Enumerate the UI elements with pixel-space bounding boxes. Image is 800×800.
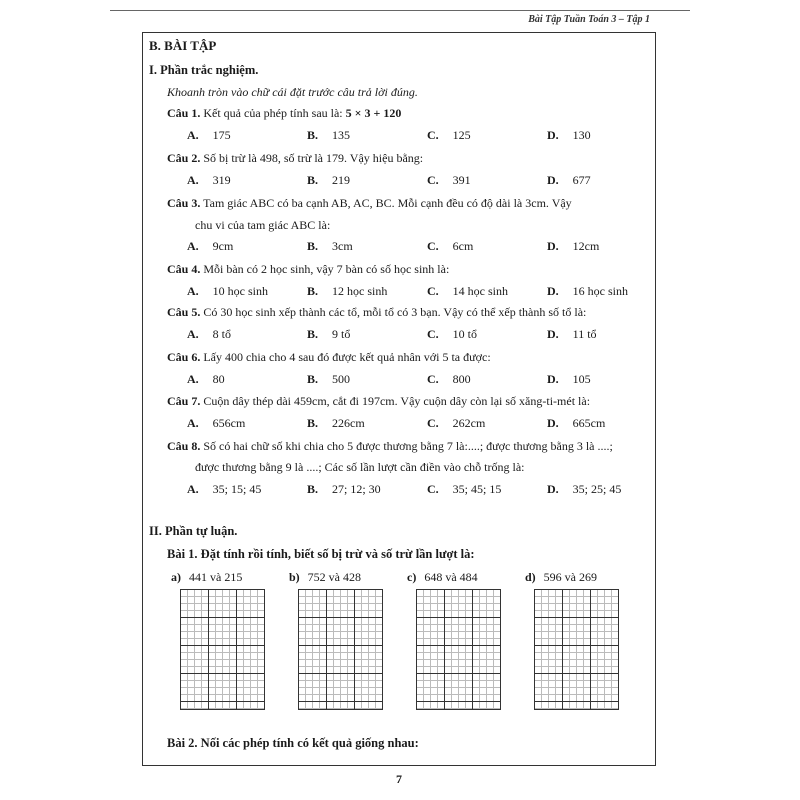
item-text: 596 và 269 <box>543 570 597 584</box>
answer-grid-a[interactable] <box>180 589 265 710</box>
option-b[interactable] <box>307 173 350 188</box>
option-d[interactable] <box>547 173 591 188</box>
question-3-continuation: chu vi của tam giác ABC là: <box>195 218 331 232</box>
option-d[interactable] <box>547 372 591 387</box>
option-a[interactable] <box>187 173 231 188</box>
option-text: 665cm <box>572 416 606 430</box>
option-c[interactable] <box>427 173 471 188</box>
exercise-2-title: Bài 2. Nối các phép tính có kết quả giống nhau: <box>167 736 419 750</box>
options-6 <box>187 372 657 386</box>
option-text: 12cm <box>572 239 600 253</box>
option-text: 12 học sinh <box>332 284 388 298</box>
option-letter: B. <box>307 482 319 496</box>
option-text: 800 <box>452 372 471 386</box>
exercise-1-item-d <box>525 570 597 585</box>
option-letter: A. <box>187 128 199 142</box>
option-text: 3cm <box>332 239 353 253</box>
options-3 <box>187 239 657 253</box>
option-text: 10 học sinh <box>212 284 269 298</box>
question-text: Kết quả của phép tính sau là: <box>203 106 346 120</box>
options-7 <box>187 416 657 430</box>
option-a[interactable] <box>187 239 233 254</box>
option-text: 14 học sinh <box>452 284 509 298</box>
option-text: 35; 25; 45 <box>572 482 622 496</box>
part2-title: II. Phần tự luận. <box>149 524 238 538</box>
option-letter: C. <box>427 173 439 187</box>
option-text: 391 <box>452 173 471 187</box>
option-letter: D. <box>547 239 559 253</box>
option-text: 35; 45; 15 <box>452 482 502 496</box>
option-letter: C. <box>427 327 439 341</box>
option-text: 130 <box>572 128 591 142</box>
option-d[interactable] <box>547 239 599 254</box>
exercise-1-item-a <box>171 570 242 585</box>
question-3 <box>167 196 572 210</box>
question-label: Câu 1. <box>167 106 201 120</box>
option-c[interactable] <box>427 128 471 143</box>
option-letter: C. <box>427 416 439 430</box>
options-5 <box>187 327 657 341</box>
option-text: 8 tổ <box>212 327 232 341</box>
option-d[interactable] <box>547 416 605 431</box>
option-b[interactable] <box>307 239 353 254</box>
option-letter: D. <box>547 327 559 341</box>
question-label: Câu 4. <box>167 262 201 276</box>
option-text: 16 học sinh <box>572 284 629 298</box>
option-text: 226cm <box>332 416 365 430</box>
option-d[interactable] <box>547 284 628 299</box>
option-text: 9 tổ <box>332 327 351 341</box>
option-c[interactable] <box>427 482 501 497</box>
option-letter: D. <box>547 284 559 298</box>
option-text: 105 <box>572 372 591 386</box>
exercise-1-item-b <box>289 570 361 585</box>
item-text: 648 và 484 <box>424 570 478 584</box>
option-letter: C. <box>427 284 439 298</box>
option-d[interactable] <box>547 128 591 143</box>
option-a[interactable] <box>187 327 231 342</box>
question-text: Số có hai chữ số khi chia cho 5 được thương bằng 7 là:....; được thương bằng 3 là ....; <box>203 439 613 453</box>
option-text: 9cm <box>212 239 234 253</box>
options-8 <box>187 482 657 496</box>
option-letter: D. <box>547 372 559 386</box>
option-text: 27; 12; 30 <box>332 482 381 496</box>
option-text: 262cm <box>452 416 486 430</box>
question-label: Câu 3. <box>167 196 201 210</box>
option-d[interactable] <box>547 482 621 497</box>
options-4 <box>187 284 657 298</box>
question-text: Số bị trừ là 498, số trừ là 179. Vậy hiệu bằng: <box>203 151 424 165</box>
question-4 <box>167 262 449 276</box>
option-text: 35; 15; 45 <box>212 482 262 496</box>
option-letter: C. <box>427 372 439 386</box>
item-label: d) <box>525 570 536 584</box>
option-b[interactable] <box>307 128 350 143</box>
option-letter: B. <box>307 327 319 341</box>
item-label: c) <box>407 570 417 584</box>
option-text: 6cm <box>452 239 474 253</box>
option-b[interactable] <box>307 482 381 497</box>
option-letter: A. <box>187 416 199 430</box>
header-title: Bài Tập Tuần Toán 3 – Tập 1 <box>528 14 650 25</box>
question-label: Câu 2. <box>167 151 201 165</box>
option-letter: A. <box>187 173 199 187</box>
option-b[interactable] <box>307 327 350 342</box>
item-label: a) <box>171 570 181 584</box>
option-letter: D. <box>547 416 559 430</box>
option-letter: B. <box>307 284 319 298</box>
option-a[interactable] <box>187 284 268 299</box>
question-expression: 5 × 3 + 120 <box>345 106 402 120</box>
question-6 <box>167 350 491 364</box>
item-text: 752 và 428 <box>307 570 361 584</box>
instruction: Khoanh tròn vào chữ cái đặt trước câu trả lời đúng. <box>167 85 418 99</box>
answer-grid-c[interactable] <box>416 589 501 710</box>
item-label: b) <box>289 570 300 584</box>
header-rule <box>110 10 690 11</box>
option-text: 11 tổ <box>572 327 597 341</box>
question-8-continuation: được thương bằng 9 là ....; Các số lần lượt cần điền vào chỗ trống là: <box>195 460 525 474</box>
option-text: 175 <box>212 128 231 142</box>
option-text: 677 <box>572 173 591 187</box>
options-2 <box>187 173 657 187</box>
option-letter: B. <box>307 128 319 142</box>
option-letter: D. <box>547 482 559 496</box>
question-text: Tam giác ABC có ba cạnh AB, AC, BC. Mỗi cạnh đều có độ dài là 3cm. Vậy <box>203 196 572 210</box>
question-text: Mỗi bàn có 2 học sinh, vậy 7 bàn có số học sinh là: <box>203 262 450 276</box>
option-letter: B. <box>307 239 319 253</box>
option-letter: C. <box>427 482 439 496</box>
question-label: Câu 6. <box>167 350 201 364</box>
option-text: 80 <box>212 372 225 386</box>
option-a[interactable] <box>187 482 261 497</box>
question-1 <box>167 106 401 120</box>
option-letter: B. <box>307 372 319 386</box>
options-1 <box>187 128 657 142</box>
option-letter: A. <box>187 284 199 298</box>
option-text: 500 <box>332 372 351 386</box>
option-letter: B. <box>307 173 319 187</box>
option-c[interactable] <box>427 284 508 299</box>
item-text: 441 và 215 <box>189 570 243 584</box>
option-b[interactable] <box>307 284 387 299</box>
worksheet-frame <box>142 32 656 766</box>
option-c[interactable] <box>427 372 471 387</box>
option-text: 125 <box>452 128 471 142</box>
question-5 <box>167 305 586 319</box>
exercise-1-item-c <box>407 570 478 585</box>
answer-grid-d[interactable] <box>534 589 619 710</box>
section-title: B. BÀI TẬP <box>149 38 217 53</box>
option-letter: A. <box>187 482 199 496</box>
option-letter: C. <box>427 239 439 253</box>
question-label: Câu 5. <box>167 305 201 319</box>
option-c[interactable] <box>427 416 485 431</box>
option-b[interactable] <box>307 416 365 431</box>
answer-grid-b[interactable] <box>298 589 383 710</box>
option-letter: A. <box>187 327 199 341</box>
question-text: Lấy 400 chia cho 4 sau đó được kết quả nhân với 5 ta được: <box>203 350 491 364</box>
option-text: 10 tổ <box>452 327 478 341</box>
option-letter: C. <box>427 128 439 142</box>
page-number: 7 <box>396 772 402 786</box>
option-text: 319 <box>212 173 231 187</box>
option-letter: D. <box>547 173 559 187</box>
option-letter: D. <box>547 128 559 142</box>
option-c[interactable] <box>427 239 473 254</box>
question-2 <box>167 151 423 165</box>
option-b[interactable] <box>307 372 350 387</box>
option-text: 656cm <box>212 416 246 430</box>
option-letter: A. <box>187 372 199 386</box>
option-letter: B. <box>307 416 319 430</box>
option-d[interactable] <box>547 327 597 342</box>
option-text: 219 <box>332 173 351 187</box>
option-text: 135 <box>332 128 351 142</box>
option-letter: A. <box>187 239 199 253</box>
question-label: Câu 8. <box>167 439 201 453</box>
question-8 <box>167 439 613 453</box>
question-text: Cuộn dây thép dài 459cm, cắt đi 197cm. Vậy cuộn dây còn lại số xăng-ti-mét là: <box>203 394 591 408</box>
question-text: Có 30 học sinh xếp thành các tổ, mỗi tổ có 3 bạn. Vậy có thể xếp thành số tổ là: <box>203 305 587 319</box>
option-c[interactable] <box>427 327 477 342</box>
exercise-1-title: Bài 1. Đặt tính rồi tính, biết số bị trừ và số trừ lần lượt là: <box>167 547 475 561</box>
option-a[interactable] <box>187 128 231 143</box>
question-label: Câu 7. <box>167 394 201 408</box>
question-7 <box>167 394 590 408</box>
part1-title: I. Phần trắc nghiệm. <box>149 63 259 77</box>
option-a[interactable] <box>187 372 225 387</box>
option-a[interactable] <box>187 416 245 431</box>
